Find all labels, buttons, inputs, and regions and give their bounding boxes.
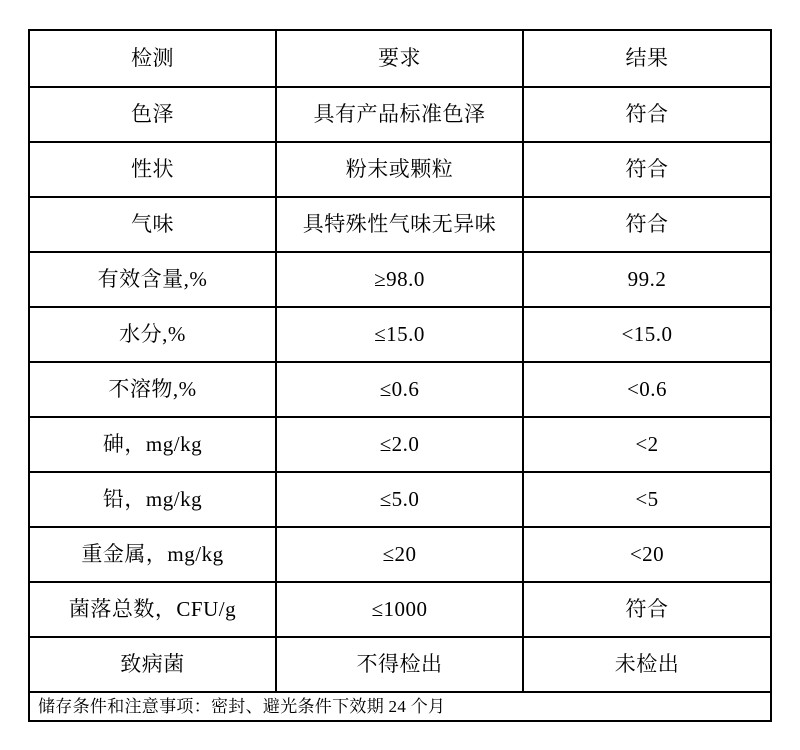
table-row — [29, 307, 771, 362]
requirement-cell: ≤2.0 — [276, 417, 523, 472]
requirement-cell: 具有产品标准色泽 — [276, 87, 523, 142]
test-item-cell: 气味 — [29, 197, 276, 252]
table-row — [29, 197, 771, 252]
table-row — [29, 472, 771, 527]
inspection-report-table — [28, 29, 772, 722]
requirement-cell: ≤1000 — [276, 582, 523, 637]
result-cell: <0.6 — [523, 362, 771, 417]
requirement-cell: ≥98.0 — [276, 252, 523, 307]
result-cell: 符合 — [523, 142, 771, 197]
test-item-cell: 重金属，mg/kg — [29, 527, 276, 582]
requirement-cell: ≤15.0 — [276, 307, 523, 362]
column-header-test: 检测 — [29, 30, 276, 87]
table-row — [29, 527, 771, 582]
table-row — [29, 142, 771, 197]
requirement-cell: 粉末或颗粒 — [276, 142, 523, 197]
requirement-cell: 具特殊性气味无异味 — [276, 197, 523, 252]
footer-row — [29, 692, 771, 721]
result-cell: <20 — [523, 527, 771, 582]
result-cell: <5 — [523, 472, 771, 527]
table-row — [29, 637, 771, 692]
requirement-cell: ≤5.0 — [276, 472, 523, 527]
test-item-cell: 性状 — [29, 142, 276, 197]
column-header-result: 结果 — [523, 30, 771, 87]
table-row — [29, 362, 771, 417]
test-item-cell: 致病菌 — [29, 637, 276, 692]
test-item-cell: 不溶物,% — [29, 362, 276, 417]
requirement-cell: 不得检出 — [276, 637, 523, 692]
table-row — [29, 417, 771, 472]
storage-conditions-note: 储存条件和注意事项：密封、避光条件下效期 24 个月 — [29, 692, 771, 721]
result-cell: 符合 — [523, 197, 771, 252]
result-cell: 未检出 — [523, 637, 771, 692]
table-row — [29, 252, 771, 307]
test-item-cell: 菌落总数，CFU/g — [29, 582, 276, 637]
requirement-cell: ≤20 — [276, 527, 523, 582]
result-cell: <2 — [523, 417, 771, 472]
test-item-cell: 有效含量,% — [29, 252, 276, 307]
column-header-requirement: 要求 — [276, 30, 523, 87]
result-cell: 符合 — [523, 87, 771, 142]
result-cell: 99.2 — [523, 252, 771, 307]
result-cell: <15.0 — [523, 307, 771, 362]
test-item-cell: 水分,% — [29, 307, 276, 362]
requirement-cell: ≤0.6 — [276, 362, 523, 417]
test-item-cell: 砷，mg/kg — [29, 417, 276, 472]
result-cell: 符合 — [523, 582, 771, 637]
test-item-cell: 色泽 — [29, 87, 276, 142]
test-item-cell: 铅，mg/kg — [29, 472, 276, 527]
table-row — [29, 582, 771, 637]
table-row — [29, 87, 771, 142]
header-row — [29, 30, 771, 87]
